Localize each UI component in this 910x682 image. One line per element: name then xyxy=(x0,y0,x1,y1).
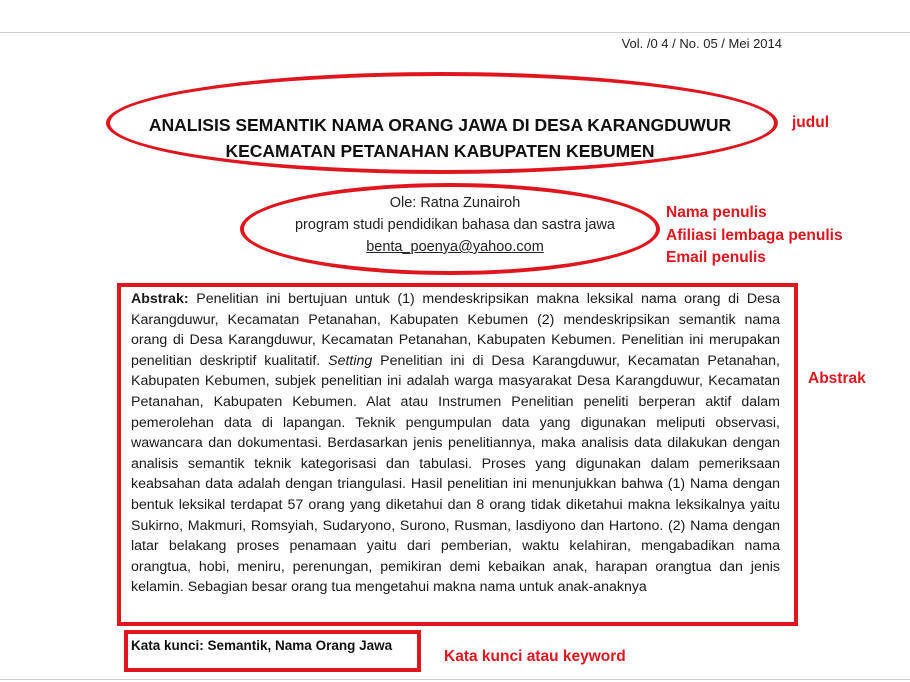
annotation-nama-penulis: Nama penulis xyxy=(666,204,767,221)
author-block xyxy=(250,192,660,258)
abstract-paragraph xyxy=(131,289,780,598)
author-name: Ole: Ratna Zunairoh xyxy=(389,195,521,211)
issue-info: Vol. /0 4 / No. 05 / Mei 2014 xyxy=(621,36,782,51)
abstract-text-part1: Penelitian ini bertujuan untuk (1) mendeskripsikan makna leksikal nama orang di Desa Karangduwur, Kecamatan Petanahan, Kabupaten Kebumen (2) mendeskripsikan semantik nama orang di Desa Karangduwur, Kecamatan Petanahan, Kabupaten Kebumen. Penelitian ini merupakan penelitian deskriptif kualitatif. xyxy=(131,291,780,369)
annotation-abstrak: Abstrak xyxy=(808,370,866,387)
annotation-afiliasi: Afiliasi lembaga penulis xyxy=(666,227,843,244)
abstract-label: Abstrak: xyxy=(131,291,189,307)
paper-title xyxy=(120,112,760,164)
annotation-judul: judul xyxy=(792,114,830,131)
title-line-1: ANALISIS SEMANTIK NAMA ORANG JAWA DI DESA KARANGDUWUR xyxy=(148,115,732,135)
title-line-2: KECAMATAN PETANAHAN KABUPATEN KEBUMEN xyxy=(225,141,655,161)
page-top-rule xyxy=(0,32,910,33)
annotation-kata-kunci: Kata kunci atau keyword xyxy=(444,648,626,665)
keywords: Kata kunci: Semantik, Nama Orang Jawa xyxy=(131,638,393,653)
author-email[interactable]: benta_poenya@yahoo.com xyxy=(366,239,544,255)
abstract-italic-term: Setting xyxy=(328,352,373,369)
abstract-text-part2: Penelitian ini di Desa Karangduwur, Kecamatan Petanahan, Kabupaten Kebumen, subjek penelitian ini adalah warga masyarakat Desa Karangduwur, Kecamatan Petanahan, Kabupaten Kebumen. Alat atau Instrumen Penelitian peneliti berperan aktif dalam pemerolehan data di lapangan. Teknik pengumpulan data yang digunakan meliputi observasi, wawancara dan dokumentasi. Berdasarkan jenis penelitiannya, maka analisis data dilakukan dengan analisis semantik teknik kategorisasi dan tabulasi. Proses yang digunakan dalam pemeriksaan keabsahan data adalah dengan triangulasi. Hasil penelitian ini menunjukkan bahwa (1) Nama dengan bentuk leksikal terdapat 57 orang yang diketahui dan 8 orang tidak diketahui makna leksikalnya yaitu Sukirno, Makmuri, Romsyiah, Sudaryono, Surono, Rusman, lasdiyono dan Hartono. (2) Nama dengan latar belakang proses penamaan yaitu dari pemberian, waktu kelahiran, mengabadikan nama orangtua, hobi, meniru, perenungan, pemikiran demi kebaikan anak, harapan orangtua dan jenis kelamin. Sebagian besar orang tua mengetahui makna nama untuk anak-anaknya xyxy=(131,352,780,596)
annotation-email: Email penulis xyxy=(666,249,766,266)
author-affiliation: program studi pendidikan bahasa dan sastra jawa xyxy=(294,217,615,233)
page-bottom-rule xyxy=(0,679,910,680)
